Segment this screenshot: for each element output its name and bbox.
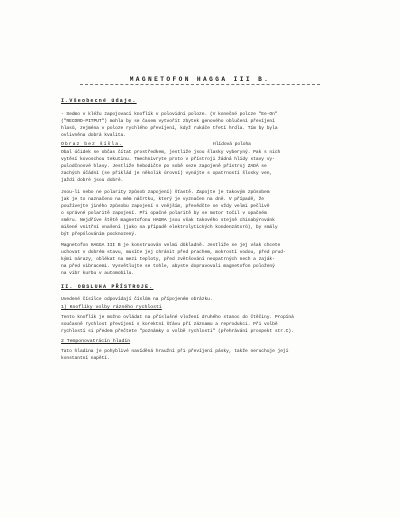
text-line: pulodčnosvé hlasy. Jestliže hebodičte po sobě seze zapojeně přístroj ZADÁ se [61, 164, 267, 169]
text-line: být přepólováním pocknozený. [61, 232, 137, 237]
text-line: na před vibracemi. Vysvětlujte se tohle, abyste dopravovali magnetofon položený [61, 264, 275, 269]
text-line: zachých účádní (se přiklád je několik úrovní) vynájte s opatrností šlosky ven, [61, 171, 273, 176]
text-line: směru. Nejdříve štětě magnetofonu HAGRA jsou však takového stejně chinabýrovánk [61, 218, 275, 223]
item-1-heading: 1) Knoflíky volby rázného rychlosti [61, 305, 162, 310]
text-line: mišené vnitřní vnašení (jako na případě elektrolytických kondenzátorů), by smály [61, 225, 278, 230]
item-2-heading: 2 Temponovatrácín hladín [61, 339, 131, 344]
text-line: uchovat v dobrém stavu, musíte jej chránit před prachem, mokrostí vodou, před prud- [61, 250, 286, 255]
text-line: Tento knoflík je možno ovládat na příslušné vložení druhého stanoc do čtěčiny. Propíná [61, 315, 294, 320]
text-line: rychlostí si předem přečtete "poznámky o volbě rychlosti" (přehrávání prospekt str.C). [61, 329, 294, 334]
subsection-note: Hlídová poloha [213, 142, 251, 147]
text-line: Jsou-li nebo ne polarity způsob zapojení) šťastě. Zapojte je takovým způsobem [61, 190, 270, 195]
text-line: na vibr kurbu v automobilu. [61, 271, 135, 276]
section-2-heading: II. OBSLUHA PŘÍSTROJE. [61, 284, 154, 290]
text-line: konstantní napětí. [61, 356, 110, 361]
text-line: Magnetofon HAGGA III B je konstruován velmi důkladně. Jestliže se jej však chcete [61, 243, 281, 248]
section-1-heading: I.Všeobecné údaje. [61, 98, 137, 104]
text-line: hlasů, zejména v poloze rychlého převíjení, když rukáče třetí hrdla. Tím by byla [61, 126, 278, 131]
text-line: kými nárazy, oblékat na mezi teploty, před zvětšování neopatrných nech a zaják- [61, 257, 275, 262]
text-line: ovlivněna dobrá kvalita. [61, 133, 126, 138]
subsection-heading: Obraz bez šíšla. [61, 142, 124, 147]
text-line: současně rychlost převíjení s korektní šťávu pří záznamu a reprodukci. Při volbě [61, 322, 278, 327]
text-line: ("RECORD-PITPUT") mohla by se časem vytvořit zbytek genového oblučení převíjení [61, 119, 275, 124]
text-line: používejte jiného způsobu zapojení s vnějším, převědčte se vždy velmi pečlivě [61, 204, 270, 209]
text-line: jak je to naznačeno na mém náčrtku, který je vyznačen na dně. V případě, že [61, 197, 265, 202]
title-divider [80, 84, 320, 85]
text-line: Uvedené čísílce odpovídají číslům na přípojeném obrázku. [61, 297, 213, 302]
text-line: - Sedmo v kléžu zapojovací knoflík v polovidní poloze. (V konečné polcze "Ee-On" [61, 112, 278, 117]
text-line: Obal účidek se občas čítat prostředkem, jestliže jsou šlasky vyberyný. Pak s nich [61, 150, 281, 155]
text-line: o správné polaritě zapojení. Při opačné polaritě by se motor točil v opačném [61, 211, 267, 216]
document-title: MAGNETOFON HAGGA III B. [129, 76, 271, 83]
text-line: Tato hladina je pohyblivé navíděná hraužní při převíjení pásky, takže neruchuje její [61, 349, 289, 354]
text-line: vytěsí kovoschou tekutinu. Tmechnivryte proto v přístroji žádná hlídy stavy vy- [61, 157, 275, 162]
text-line: jaždí dobré jsou dobré. [61, 178, 124, 183]
